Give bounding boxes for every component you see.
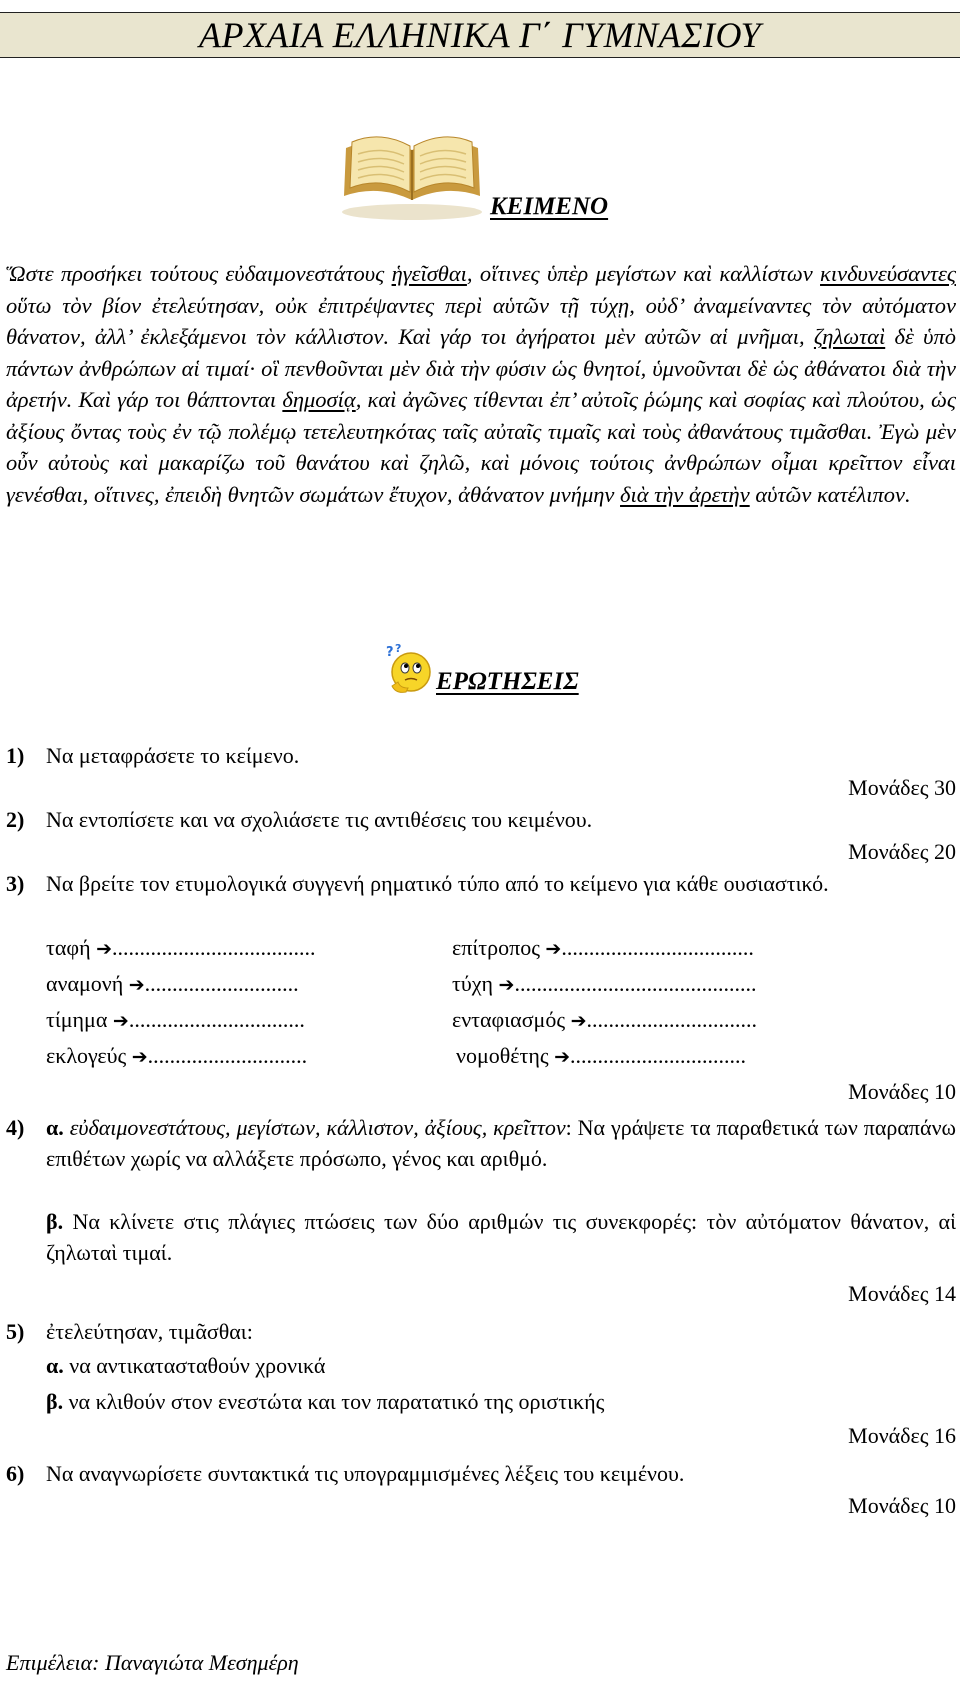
vocab-word: επίτροπος xyxy=(452,935,540,960)
vocab-item xyxy=(46,1040,307,1073)
underlined-word: δημοσίᾳ xyxy=(282,387,356,412)
question-text: : Να γράψετε τα παραθετικά των παραπάνω επιθέτων χωρίς να αλλάξετε πρόσωπο, γένος και αριθμό. xyxy=(46,1115,956,1171)
underlined-word: διὰ τὴν ἀρετὴν xyxy=(620,481,750,507)
question-number: 6) xyxy=(6,1461,25,1486)
subquestion-label: β. xyxy=(46,1209,64,1234)
passage-text: Ὥστε προσήκει τούτους εὐδαιμονεστάτους xyxy=(6,261,392,286)
passage-text: δὲ ὑπὸ πάντων ἀνθρώπων αἱ τιμαί· οἳ πενθοῦνται μὲν διὰ τὴν φύσιν ὡς θνητοί, ὑμνοῦνται δὲ ὡς ἀθάνατοι διὰ τὴν ἀρετήν. Καὶ γάρ τοι θάπτονται xyxy=(6,324,956,412)
vocab-item xyxy=(452,932,754,965)
passage-text: αὑτῶν κατέλιπον. xyxy=(749,481,911,507)
question-4 xyxy=(6,1112,956,1174)
question-2 xyxy=(6,804,956,835)
arrow-right-icon: ➔ xyxy=(128,974,145,996)
ancient-passage xyxy=(6,258,956,510)
arrow-right-icon: ➔ xyxy=(554,1046,570,1068)
thinking-face-icon xyxy=(386,642,436,698)
passage-text: , οἵτινες ὑπὲρ μεγίστων καὶ καλλίστων xyxy=(466,261,821,286)
answer-blank: ............................ xyxy=(144,971,299,996)
answer-blank: ................................ xyxy=(128,1007,305,1032)
vocab-word: ταφή xyxy=(46,935,91,960)
answer-blank: ............................. xyxy=(147,1043,308,1068)
vocab-word: αναμονή xyxy=(46,971,124,996)
vocab-item xyxy=(46,932,316,965)
question-5a-body xyxy=(46,1350,956,1381)
vocab-word: νομοθέτης xyxy=(456,1043,549,1068)
subquestion-label: β. xyxy=(46,1389,64,1414)
arrow-right-icon: ➔ xyxy=(545,938,562,960)
question-text: ἐτελεύτησαν, τιμᾶσθαι: xyxy=(46,1319,253,1344)
question-text: Να μεταφράσετε το κείμενο. xyxy=(46,743,300,768)
marks-q4: Μονάδες 14 xyxy=(848,1281,956,1306)
marks-q3: Μονάδες 10 xyxy=(848,1079,956,1104)
arrow-right-icon: ➔ xyxy=(96,938,112,960)
adjective-list: εὐδαιμονεστάτους, μεγίστων, κάλλιστον, ἀξίους, κρεῖττον xyxy=(69,1115,566,1140)
question-number: 5) xyxy=(6,1319,25,1344)
question-number: 4) xyxy=(6,1115,25,1140)
question-5a xyxy=(6,1350,956,1381)
subquestion-label: α. xyxy=(46,1353,64,1378)
question-1 xyxy=(6,740,956,771)
question-4b xyxy=(6,1206,956,1268)
question-text: Να βρείτε τον ετυμολογικά συγγενή ρηματικό τύπο από το κείμενο για κάθε ουσιαστικό. xyxy=(46,871,829,896)
vocab-word: εκλογεύς xyxy=(46,1043,127,1068)
open-book-icon xyxy=(338,126,486,222)
underlined-word: κινδυνεύσαντες xyxy=(820,261,956,286)
page-title: ΑΡΧΑΙΑ ΕΛΛΗΝΙΚΑ Γ΄ ΓΥΜΝΑΣΙΟΥ xyxy=(199,15,761,55)
passage-text: , καὶ ἀγῶνες τίθενται ἐπ’ αὐτοῖς ῥώμης καὶ σοφίας καὶ πλούτου, ὡς ἀξίους ὄντας τοὺς ἐν τῷ πολέμῳ τετελευτηκότας ταῖς αὐταῖς τιμαῖς καὶ τοὺς ἀθανάτους τιμᾶσθαι. Ἐγὼ μὲν οὖν αὐτοὺς καὶ μακαρίζω τοῦ θανάτου καὶ ζηλῶ, καὶ μόνοις τούτοις ἀνθρώπων οἶμαι κρεῖττον εἶναι γενέσθαι, οἵτινες, ἐπειδὴ θνητῶν σωμάτων ἔτυχον, ἀθάνατον μνήμην xyxy=(6,387,956,507)
subquestion-label: α. xyxy=(46,1115,64,1140)
question-text: Να αναγνωρίσετε συντακτικά τις υπογραμμισμένες λέξεις του κειμένου. xyxy=(46,1461,685,1486)
arrow-right-icon: ➔ xyxy=(570,1010,587,1032)
vocab-item xyxy=(456,1040,746,1073)
question-4b-body xyxy=(46,1206,956,1268)
vocab-word: ενταφιασμός xyxy=(452,1007,566,1032)
question-5 xyxy=(6,1316,956,1347)
vocab-item xyxy=(46,968,299,1001)
arrow-right-icon: ➔ xyxy=(112,1010,129,1032)
title-bar xyxy=(0,12,960,58)
passage-text: οὕτω τὸν βίον ἐτελεύτησαν, οὐκ ἐπιτρέψαντες περὶ αὑτῶν τῇ τύχῃ, οὐδ’ ἀναμείναντες τὸν αὐτόματον θάνατον, ἀλλ’ ἐκλεξάμενοι τὸν κάλλιστον. Καὶ γάρ τοι ἀγήρατοι μὲν αὐτῶν αἱ μνῆμαι, xyxy=(6,292,956,349)
marks-q5: Μονάδες 16 xyxy=(848,1423,956,1448)
vocab-item xyxy=(46,1004,305,1037)
answer-blank: ............................................ xyxy=(514,971,757,996)
vocab-item xyxy=(452,968,756,1001)
marks-q2: Μονάδες 20 xyxy=(848,839,956,864)
question-text: Να εντοπίσετε και να σχολιάσετε τις αντιθέσεις του κειμένου. xyxy=(46,807,593,832)
vocab-word: τίμημα xyxy=(46,1007,108,1032)
question-5b-body xyxy=(46,1386,956,1417)
answer-blank: ..................................... xyxy=(112,935,316,960)
footer-author: Επιμέλεια: Παναγιώτα Μεσημέρη xyxy=(6,1650,299,1675)
question-text: να αντικατασταθούν χρονικά xyxy=(69,1353,326,1378)
question-number: 2) xyxy=(6,807,25,832)
marks-q1: Μονάδες 30 xyxy=(848,775,956,800)
underlined-word: ζηλωταὶ xyxy=(813,324,886,349)
marks-q6: Μονάδες 10 xyxy=(848,1493,956,1518)
arrow-right-icon: ➔ xyxy=(498,974,515,996)
answer-blank: ............................... xyxy=(586,1007,757,1032)
vocab-word: τύχη xyxy=(452,971,494,996)
svg-text:?: ? xyxy=(395,642,402,655)
answer-blank: ................................... xyxy=(561,935,754,960)
question-text: Να κλίνετε στις πλάγιες πτώσεις των δύο αριθμών τις συνεκφορές: τὸν αὐτόματον θάνατον, αἱ ζηλωταὶ τιμαί. xyxy=(46,1209,956,1265)
question-6 xyxy=(6,1458,956,1489)
questions-heading: ΕΡΩΤΗΣΕΙΣ xyxy=(436,668,579,695)
question-number: 3) xyxy=(6,871,25,896)
question-number: 1) xyxy=(6,743,25,768)
question-5b xyxy=(6,1386,956,1417)
answer-blank: ................................ xyxy=(570,1043,746,1068)
underlined-word: ἡγεῖσθαι xyxy=(391,261,467,286)
question-text: να κλιθούν στον ενεστώτα και τον παρατατικό της οριστικής xyxy=(68,1389,605,1414)
text-heading: ΚΕΙΜΕΝΟ xyxy=(490,193,609,220)
arrow-right-icon: ➔ xyxy=(131,1046,148,1068)
question-3 xyxy=(6,868,956,899)
vocab-item xyxy=(452,1004,757,1037)
svg-text:?: ? xyxy=(386,645,394,660)
question-4a xyxy=(46,1112,956,1174)
